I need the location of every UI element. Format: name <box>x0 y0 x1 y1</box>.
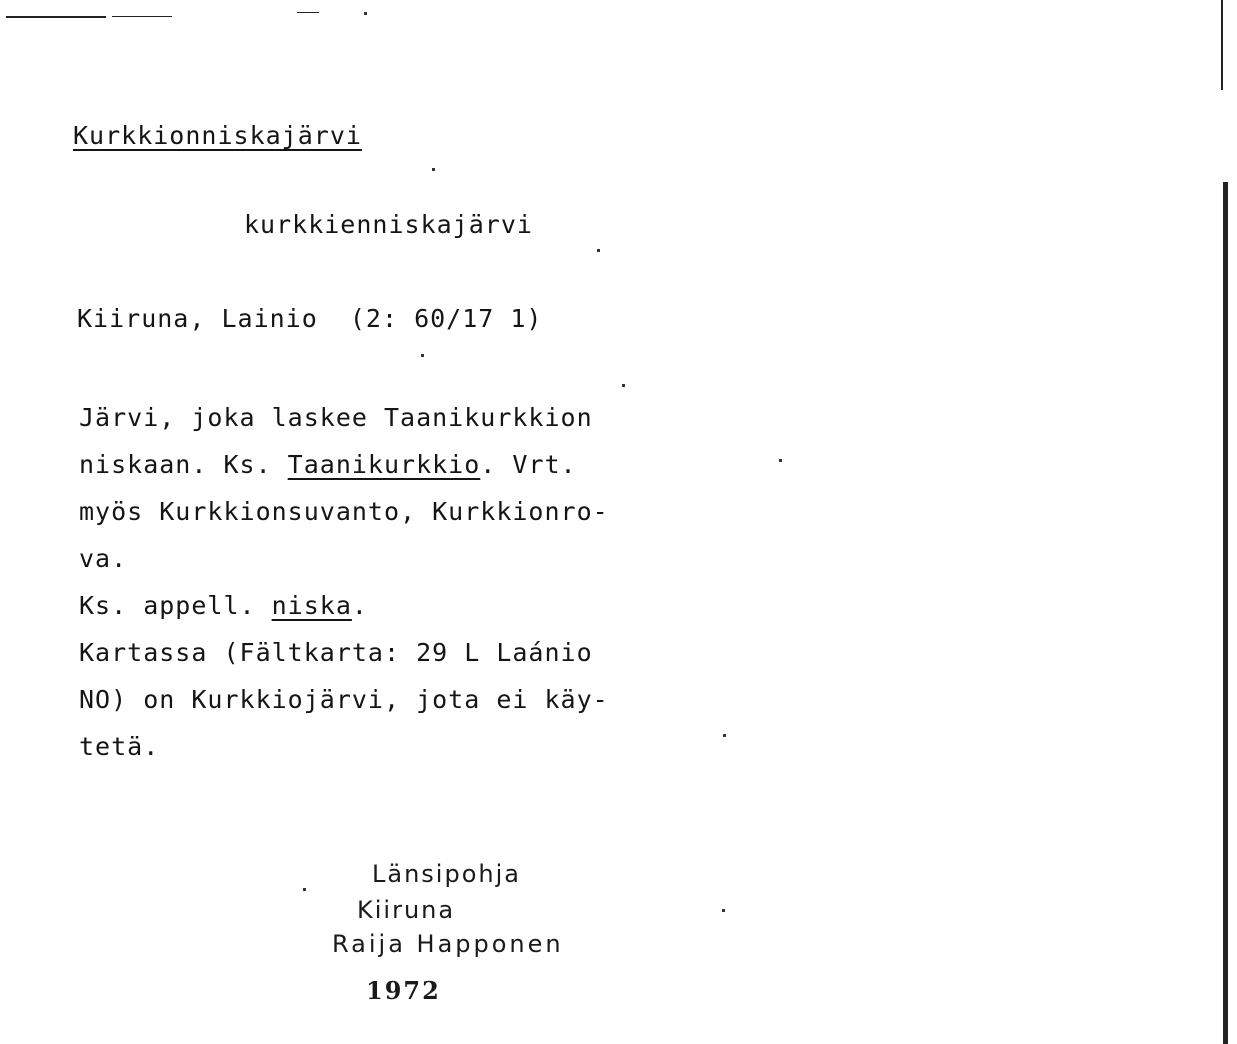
dust-speck <box>622 384 625 387</box>
description-line <box>79 582 609 629</box>
description-line: myös Kurkkionsuvanto, Kurkkionro- <box>79 497 609 526</box>
description-text: Ks. appell. <box>79 591 272 620</box>
description-line: tetä. <box>79 732 160 761</box>
description-line: va. <box>79 544 128 573</box>
description-text: . <box>351 591 368 620</box>
stamp-collector: Raija Happonen <box>332 930 564 958</box>
description-line: NO) on Kurkkiojärvi, jota ei käy- <box>79 685 609 714</box>
description-line: Kartassa (Fältkarta: 29 L Laánio <box>79 638 593 667</box>
stamp-region: Länsipohja <box>372 860 521 888</box>
dust-speck <box>597 249 600 252</box>
stamp-place: Kiiruna <box>357 896 456 924</box>
dust-speck <box>303 888 306 891</box>
dialect-variant: kurkkienniskajärvi <box>244 210 533 239</box>
dust-speck <box>432 168 435 171</box>
dust-speck <box>779 459 782 462</box>
stamp-year: 1972 <box>366 976 441 1005</box>
card-heading: Kurkkionniskajärvi <box>73 121 362 150</box>
location-reference: Kiiruna, Lainio (2: 60/17 1) <box>77 304 543 333</box>
dust-speck <box>722 909 725 912</box>
dust-speck <box>364 12 367 15</box>
top-edge-mark <box>112 16 172 17</box>
description-block <box>79 394 609 770</box>
appellative-link[interactable]: niska <box>271 591 352 620</box>
description-line: Järvi, joka laskee Taanikurkkion <box>79 403 593 432</box>
right-edge-line <box>1221 0 1223 90</box>
description-line <box>79 441 609 488</box>
cross-reference-link[interactable]: Taanikurkkio <box>287 450 481 479</box>
top-edge-mark <box>297 12 319 13</box>
description-text: niskaan. Ks. <box>79 450 288 479</box>
dust-speck <box>723 734 726 737</box>
right-edge-line <box>1223 182 1228 1044</box>
dust-speck <box>421 354 424 357</box>
top-edge-mark <box>6 16 106 18</box>
description-text: . Vrt. <box>480 450 577 479</box>
